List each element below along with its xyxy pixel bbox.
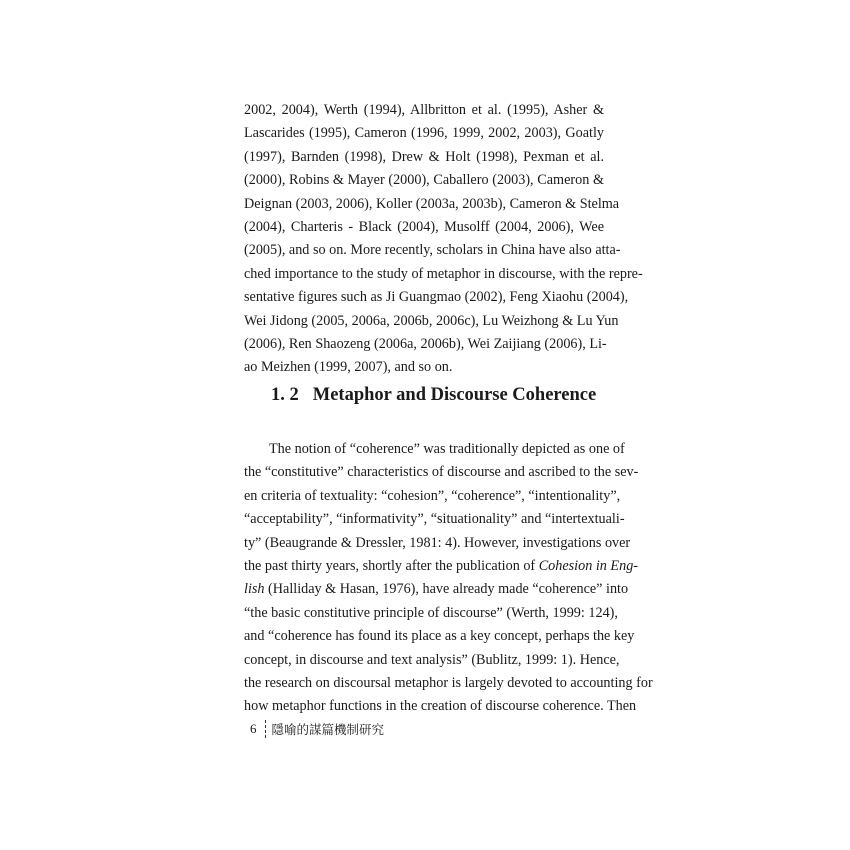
- paragraph-references: [244, 99, 643, 380]
- text-line: ched importance to the study of metaphor in discourse, with the repre-: [244, 265, 643, 282]
- text-line: Lascarides (1995), Cameron (1996, 1999, 2002, 2003), Goatly: [244, 125, 604, 142]
- text-line: “acceptability”, “informativity”, “situationality” and “intertextuali-: [244, 511, 625, 528]
- text-line: “the basic constitutive principle of discourse” (Werth, 1999: 124),: [244, 604, 618, 621]
- text-line: and “coherence has found its place as a key concept, perhaps the key: [244, 628, 635, 645]
- book-title-italic-cont: lish: [244, 581, 265, 598]
- text-line: (2006), Ren Shaozeng (2006a, 2006b), Wei Zaijiang (2006), Li-: [244, 335, 607, 352]
- text-line: ty” (Beaugrande & Dressler, 1981: 4). However, investigations over: [244, 534, 631, 551]
- text-line: the research on discoursal metaphor is largely devoted to accounting for: [244, 674, 653, 691]
- footer-divider: [265, 720, 266, 738]
- text-line: en criteria of textuality: “cohesion”, “coherence”, “intentionality”,: [244, 487, 621, 504]
- text-line: [244, 555, 639, 578]
- paragraph-coherence: [244, 438, 653, 719]
- text-line: sentative figures such as Ji Guangmao (2002), Feng Xiaohu (2004),: [244, 289, 629, 306]
- text-line: (2000), Robins & Mayer (2000), Caballero (2003), Cameron &: [244, 172, 604, 189]
- text-line: 2002, 2004), Werth (1994), Allbritton et al. (1995), Asher &: [244, 102, 604, 118]
- text-segment: (Halliday & Hasan, 1976), have already made “coherence” into: [264, 581, 629, 598]
- text-segment: the past thirty years, shortly after the publication of: [244, 557, 536, 574]
- section-title: Metaphor and Discourse Coherence: [312, 385, 597, 405]
- text-line: The notion of “coherence” was traditionally depicted as one of: [269, 441, 625, 457]
- page-number: 6: [250, 721, 257, 736]
- text-line: (2005), and so on. More recently, scholars in China have also atta-: [244, 242, 621, 259]
- text-line: Deignan (2003, 2006), Koller (2003a, 2003b), Cameron & Stelma: [244, 195, 620, 212]
- running-title: 隱喻的謀篇機制研究: [271, 722, 385, 737]
- page-footer: [250, 720, 384, 738]
- text-line: the “constitutive” characteristics of discourse and ascribed to the sev-: [244, 464, 639, 481]
- text-line: (2004), Charteris - Black (2004), Musolff (2004, 2006), Wee: [244, 218, 604, 235]
- text-line: (1997), Barnden (1998), Drew & Holt (1998), Pexman et al.: [244, 148, 604, 165]
- section-number: 1. 2: [271, 385, 299, 405]
- text-line: concept, in discourse and text analysis” (Bublitz, 1999: 1). Hence,: [244, 651, 620, 668]
- book-title-italic: Cohesion in Eng-: [538, 557, 639, 574]
- section-heading: [271, 385, 596, 406]
- text-line: Wei Jidong (2005, 2006a, 2006b, 2006c), Lu Weizhong & Lu Yun: [244, 312, 619, 329]
- text-line: ao Meizhen (1999, 2007), and so on.: [244, 359, 453, 376]
- text-line: [244, 578, 629, 601]
- text-line: how metaphor functions in the creation of discourse coherence. Then: [244, 698, 637, 715]
